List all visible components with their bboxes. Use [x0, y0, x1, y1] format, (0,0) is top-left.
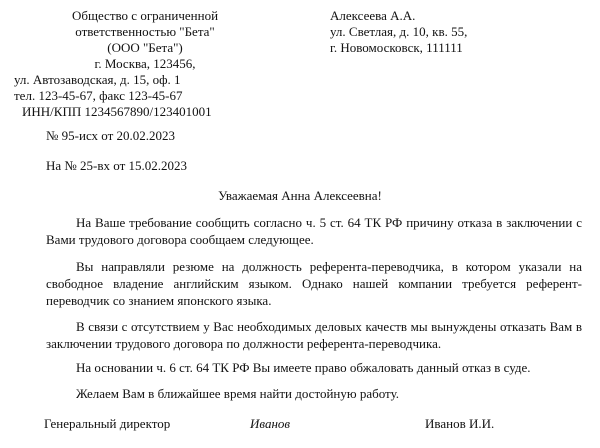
recipient-street: ул. Светлая, д. 10, кв. 55,: [330, 24, 468, 39]
sender-block: [14, 8, 260, 120]
body-paragraph-2: Вы направляли резюме на должность референта-переводчика, в котором указали на свободное владение английским языком. Однако нашей компании требуется референт-переводчик со знанием японского языка.: [46, 259, 582, 308]
sender-city: г. Москва, 123456,: [94, 56, 196, 71]
body-paragraph-3: В связи с отсутствием у Вас необходимых деловых качеств мы вынуждены отказать Вам в заключении трудового договора по должности референта-переводчика.: [46, 319, 582, 351]
signature-name: Иванов И.И.: [425, 416, 495, 431]
recipient-name: Алексеева А.А.: [330, 8, 416, 23]
sender-org-line1: Общество с ограниченной: [71, 8, 219, 23]
signature-handwritten: Иванов: [250, 416, 291, 431]
body-paragraph-1: На Ваше требование сообщить согласно ч. 5 ст. 64 ТК РФ причину отказа в заключении с Вами трудового договора сообщаем следующее.: [46, 215, 582, 247]
recipient-block: [330, 8, 467, 56]
body-paragraph-5: Желаем Вам в ближайшее время найти достойную работу.: [76, 386, 400, 401]
incoming-reference: На № 25-вх от 15.02.2023: [46, 158, 188, 173]
body-paragraph-4: На основании ч. 6 ст. 64 ТК РФ Вы имеете право обжаловать данный отказ в суде.: [76, 360, 531, 375]
sender-inn-kpp: ИНН/КПП 1234567890/123401001: [22, 104, 212, 119]
sender-org-line2: ответственностью "Бета": [75, 24, 215, 39]
greeting: Уважаемая Анна Алексеевна!: [218, 188, 382, 203]
sender-street: ул. Автозаводская, д. 15, оф. 1: [14, 72, 181, 87]
sender-org-short: (ООО "Бета"): [107, 40, 183, 55]
outgoing-reference: № 95-исх от 20.02.2023: [46, 128, 176, 143]
recipient-city: г. Новомосковск, 111111: [330, 40, 463, 55]
sender-phone-fax: тел. 123-45-67, факс 123-45-67: [14, 88, 183, 103]
signature-title: Генеральный директор: [44, 416, 171, 431]
